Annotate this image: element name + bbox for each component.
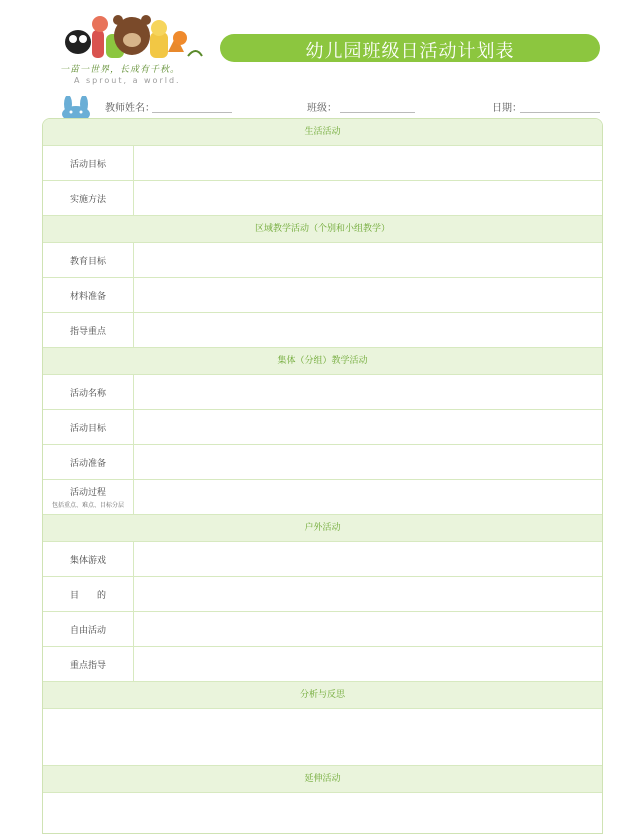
- section-header-reflect: 分析与反思: [43, 682, 602, 709]
- teacher-name-field[interactable]: [152, 112, 232, 113]
- row-label: 活动目标: [43, 410, 134, 444]
- row-label: 实施方法: [43, 181, 134, 215]
- input-cell[interactable]: [134, 146, 602, 180]
- section-header-outdoor: 户外活动: [43, 515, 602, 542]
- table-row: [43, 375, 602, 410]
- section-header-area: 区域教学活动（个别和小组教学）: [43, 216, 602, 243]
- class-field[interactable]: [340, 112, 415, 113]
- row-label: 活动目标: [43, 146, 134, 180]
- table-row: [43, 647, 602, 682]
- cartoon-animals-illustration: [56, 12, 206, 64]
- table-row: [43, 542, 602, 577]
- section-header-life: 生活活动: [43, 119, 602, 146]
- row-label: 目 的: [43, 577, 134, 611]
- row-label: 活动过程: [69, 488, 106, 498]
- table-row: [43, 612, 602, 647]
- row-label: 活动准备: [43, 445, 134, 479]
- activity-plan-table: [42, 118, 603, 834]
- table-row: [43, 410, 602, 445]
- page-title: 幼儿园班级日活动计划表: [305, 41, 515, 62]
- reflection-input-area[interactable]: [43, 709, 602, 766]
- class-label: 班级：: [307, 103, 337, 114]
- input-cell[interactable]: [134, 375, 602, 409]
- input-cell[interactable]: [134, 278, 602, 312]
- bunny-mascot-icon: [58, 96, 94, 120]
- table-row: [43, 278, 602, 313]
- input-cell[interactable]: [134, 445, 602, 479]
- row-label-process: [43, 480, 134, 514]
- table-row: [43, 181, 602, 216]
- input-cell[interactable]: [134, 410, 602, 444]
- input-cell[interactable]: [134, 612, 602, 646]
- input-cell[interactable]: [134, 542, 602, 576]
- logo-slogan-english: A sprout, a world.: [74, 76, 181, 85]
- row-label: 自由活动: [43, 612, 134, 646]
- row-label: 教育目标: [43, 243, 134, 277]
- input-cell[interactable]: [134, 181, 602, 215]
- row-label: 集体游戏: [43, 542, 134, 576]
- row-label: 材料准备: [43, 278, 134, 312]
- table-row: [43, 577, 602, 612]
- input-cell[interactable]: [134, 313, 602, 347]
- input-cell[interactable]: [134, 480, 602, 514]
- input-cell[interactable]: [134, 647, 602, 681]
- table-row: [43, 445, 602, 480]
- extension-input-area[interactable]: [43, 793, 602, 833]
- date-label: 日期：: [492, 103, 522, 114]
- input-cell[interactable]: [134, 577, 602, 611]
- table-row: [43, 480, 602, 515]
- row-label: 指导重点: [43, 313, 134, 347]
- table-row: [43, 313, 602, 348]
- date-field[interactable]: [520, 112, 600, 113]
- row-label: 重点指导: [43, 647, 134, 681]
- table-row: [43, 146, 602, 181]
- row-label: 活动名称: [43, 375, 134, 409]
- input-cell[interactable]: [134, 243, 602, 277]
- logo-slogan: 一苗一世界，长成有千秋。: [60, 65, 181, 75]
- table-row: [43, 243, 602, 278]
- row-label-note: 包括重点、难点、目标分层: [51, 502, 124, 509]
- section-header-group: 集体（分组）教学活动: [43, 348, 602, 375]
- title-banner: [220, 34, 600, 62]
- teacher-name-label: 教师姓名：: [105, 103, 155, 114]
- section-header-extend: 延伸活动: [43, 766, 602, 793]
